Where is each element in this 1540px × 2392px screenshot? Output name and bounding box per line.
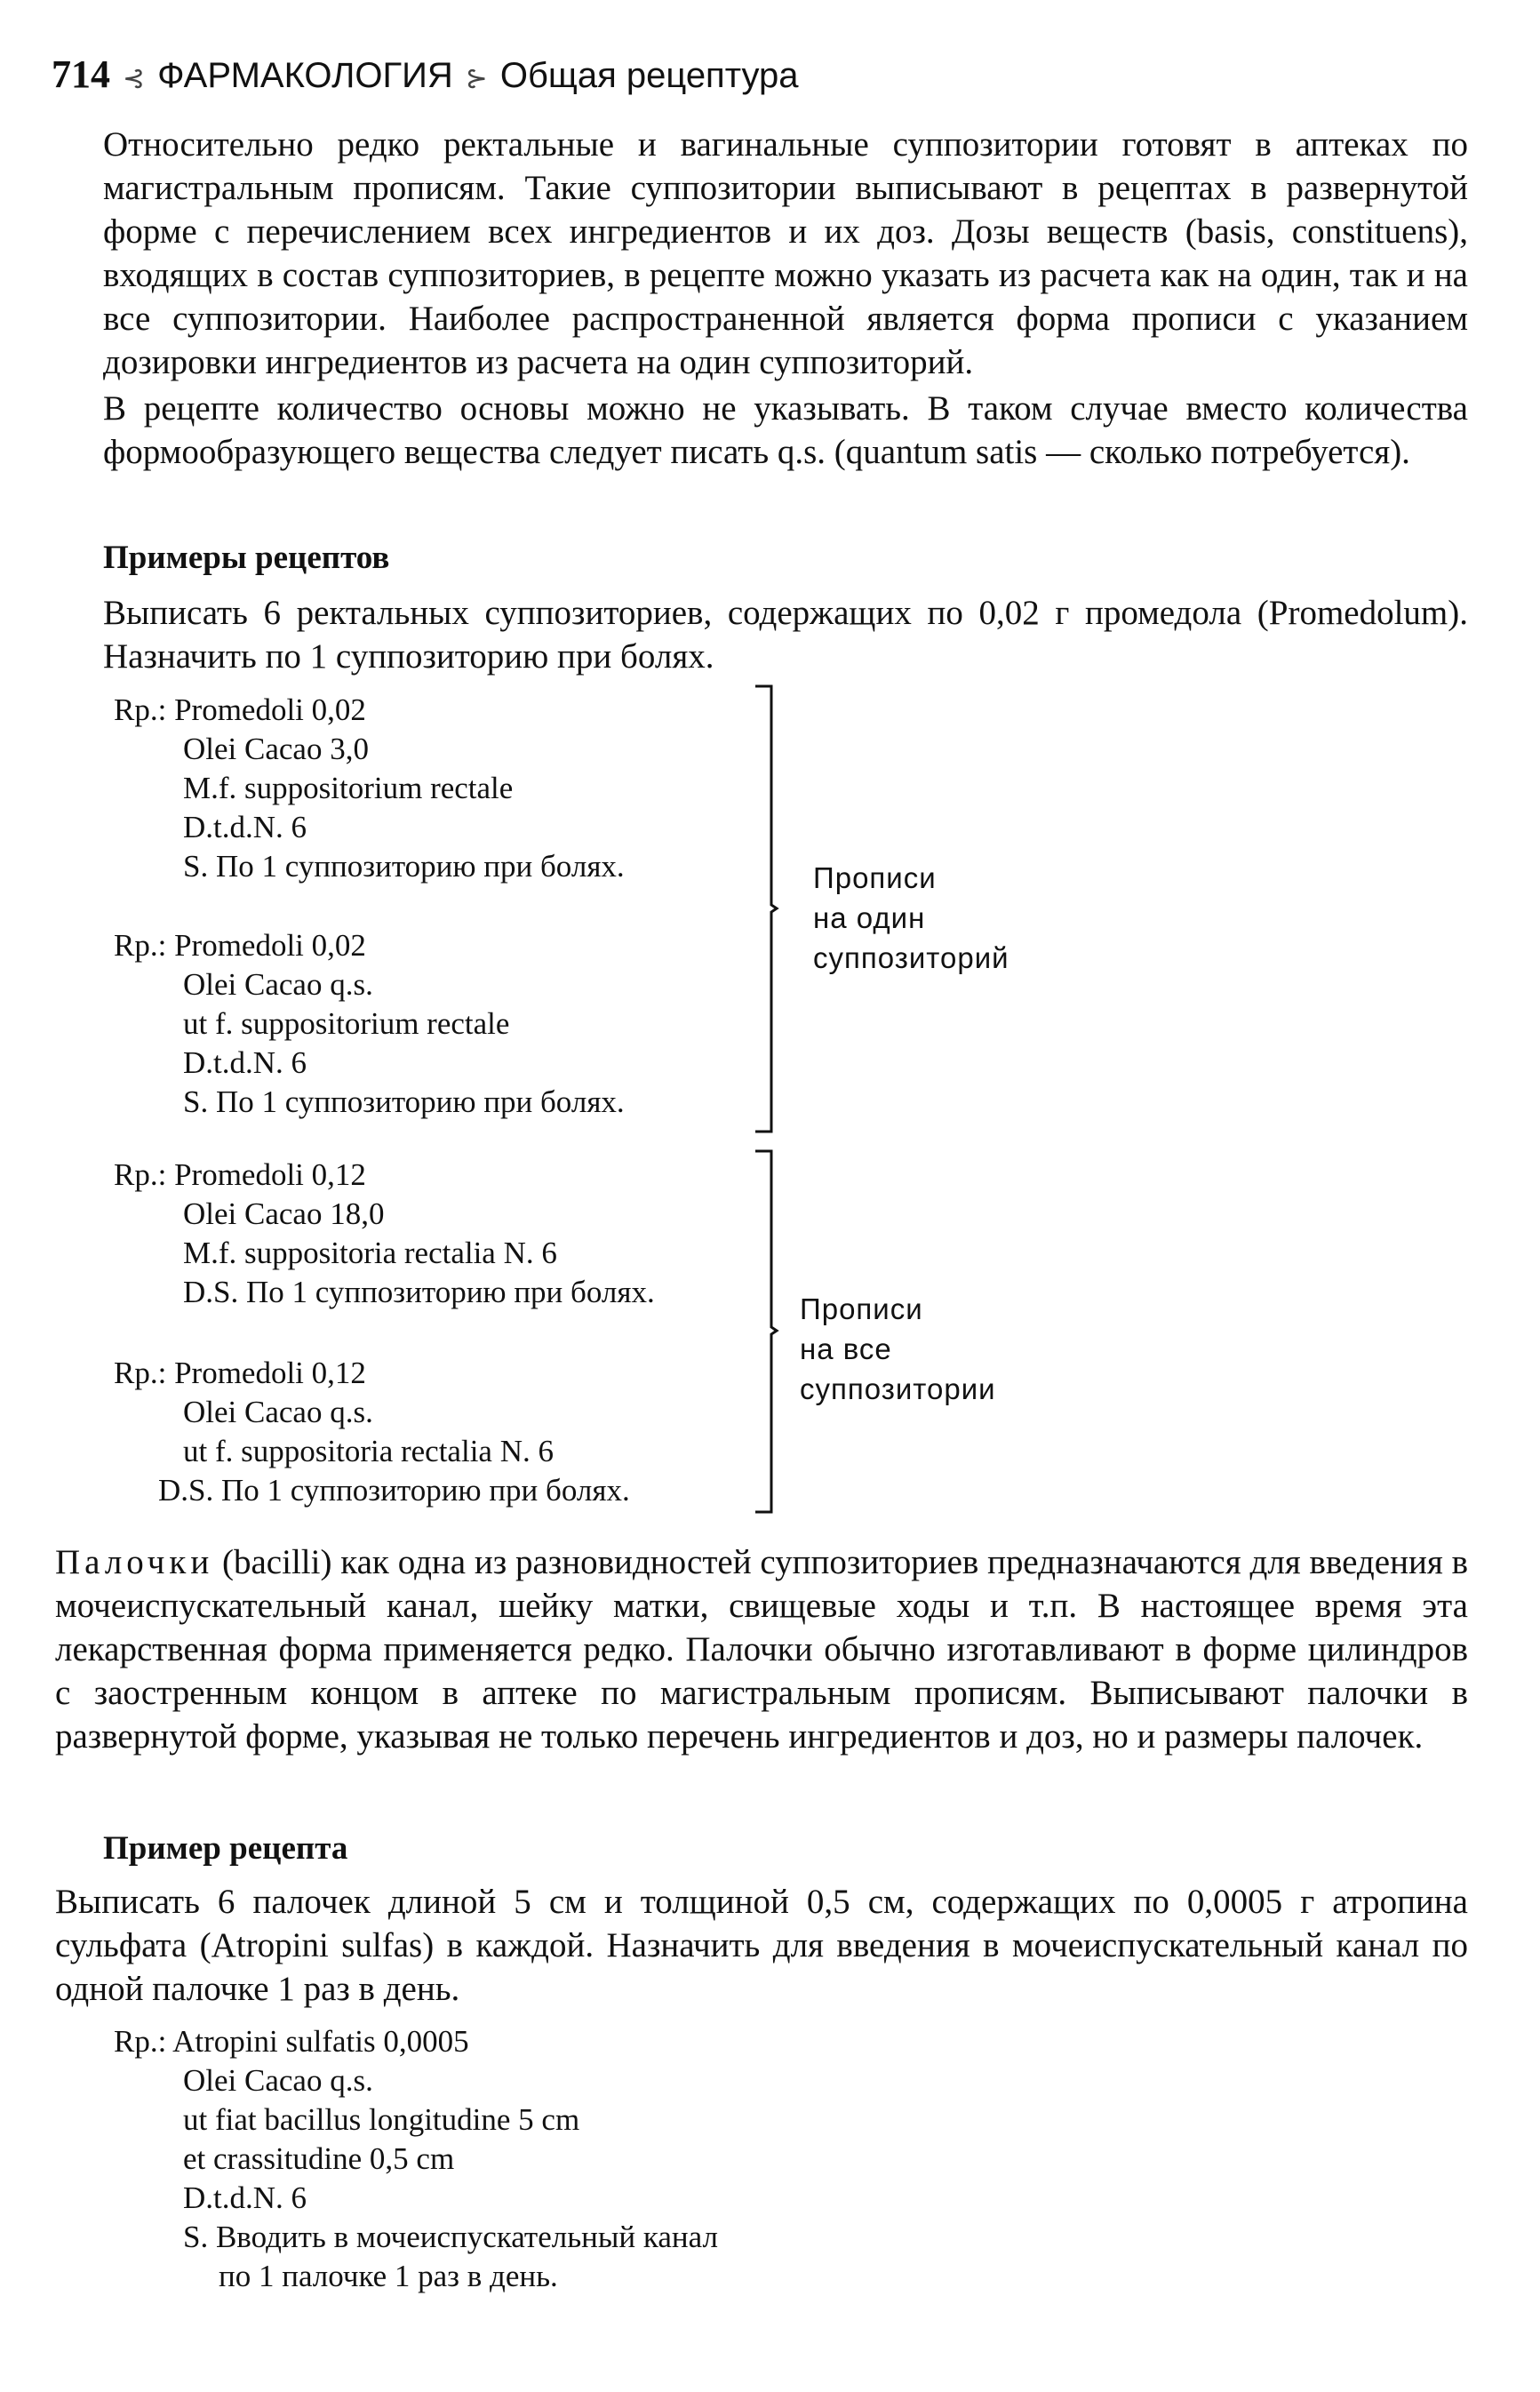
term-bacilli: Палочки [55, 1543, 214, 1581]
recipe-line: M.f. suppositoria rectalia N. 6 [183, 1236, 557, 1270]
recipe-line: D.t.d.N. 6 [183, 810, 307, 844]
recipe-line: D.S. По 1 суппозиторию при болях. [183, 1275, 655, 1309]
recipe-block [114, 1156, 655, 1312]
right-brace-icon [746, 684, 782, 1133]
recipe-line: et crassitudine 0,5 cm [183, 2141, 455, 2176]
base-paragraph: В рецепте количество основы можно не указывать. В таком случае вместо количества формообразующего вещества следует писать q.s. (quantum satis — сколько потребуется). [103, 389, 1468, 471]
recipe-line: Rp.: Promedoli 0,12 [114, 1356, 366, 1390]
example-heading: Пример рецепта [103, 1830, 348, 1867]
recipe-line: Rp.: Promedoli 0,12 [114, 1157, 366, 1192]
recipe-line: S. Вводить в мочеиспускательный канал [183, 2220, 718, 2254]
recipe-line: по 1 палочке 1 раз в день. [219, 2259, 558, 2293]
bacilli-paragraph: Палочки (bacilli) как одна из разновидностей суппозиториев предназначаются для введения в мочеиспускательный канал, шейку матки, свищевые ходы и т.п. В настоящее время эта лекарственная форма применяется редко. Палочки обычно изготавливают в форме цилиндров с заостренным концом в аптеке по магистральным прописям. Выписывают палочки в развернутой форме, указывая не только перечень ингредиентов и доз, но и размеры палочек. [55, 1543, 1468, 1756]
recipe-line: Rp.: Promedoli 0,02 [114, 928, 366, 963]
recipe-line: Rp.: Promedoli 0,02 [114, 692, 366, 727]
brace-label-all: Прописи на все суппозитории [800, 1292, 996, 1405]
running-header [52, 52, 1491, 105]
recipe-block [114, 691, 625, 886]
recipe-line: ut fiat bacillus longitudine 5 cm [183, 2102, 580, 2137]
recipe-line: M.f. suppositorium rectale [183, 771, 514, 805]
recipe-line: S. По 1 суппозиторию при болях. [183, 1084, 625, 1119]
recipe-line: Olei Cacao 18,0 [183, 1196, 385, 1231]
brace-label-one: Прописи на один суппозиторий [813, 861, 1009, 974]
recipe-block [114, 1354, 630, 1510]
header-separator-icon: ⊰ [123, 64, 146, 93]
right-brace-icon [746, 1149, 782, 1514]
recipe-line: D.S. По 1 суппозиторию при болях. [158, 1473, 630, 1508]
recipe-line: ut f. suppositoria rectalia N. 6 [183, 1434, 554, 1468]
recipe-line: D.t.d.N. 6 [183, 2180, 307, 2215]
examples-heading: Примеры рецептов [103, 540, 390, 576]
task-paragraph-bacilli: Выписать 6 палочек длиной 5 см и толщиной 0,5 см, содержащих по 0,0005 г атропина сульфата (Atropini sulfas) в каждой. Назначить для введения в мочеиспускательный канал по одной палочке 1 раз в день. [55, 1883, 1468, 2008]
recipe-line: Olei Cacao q.s. [183, 967, 373, 1002]
page-number: 714 [52, 52, 110, 96]
recipe-line: Olei Cacao q.s. [183, 1395, 373, 1429]
recipe-line: D.t.d.N. 6 [183, 1045, 307, 1080]
recipe-block [114, 2022, 718, 2296]
recipe-block [114, 926, 625, 1122]
recipe-line: S. По 1 суппозиторию при болях. [183, 849, 625, 884]
task-paragraph: Выписать 6 ректальных суппозиториев, содержащих по 0,02 г промедола (Promedolum). Назначить по 1 суппозиторию при болях. [103, 594, 1468, 676]
recipe-line: Olei Cacao q.s. [183, 2063, 373, 2098]
recipe-line: Rp.: Atropini sulfatis 0,0005 [114, 2024, 469, 2059]
header-separator-icon: ⊱ [465, 64, 488, 93]
recipe-line: Olei Cacao 3,0 [183, 732, 369, 766]
recipe-line: ut f. suppositorium rectale [183, 1006, 510, 1041]
intro-paragraph: Относительно редко ректальные и вагинальные суппозитории готовят в аптеках по магистральным прописям. Такие суппозитории выписывают в рецептах в развернутой форме с перечислением всех ингредиентов и их доз. Дозы веществ (basis, constituens), входящих в состав суппозиториев, в рецепте можно указать из расчета как на один, так и на все суппозитории. Наиболее распространенной является форма прописи с указанием дозировки ингредиентов из расчета на один суппозиторий. [103, 125, 1468, 381]
header-section: ФАРМАКОЛОГИЯ [157, 56, 453, 95]
header-subsection: Общая рецептура [499, 56, 799, 95]
